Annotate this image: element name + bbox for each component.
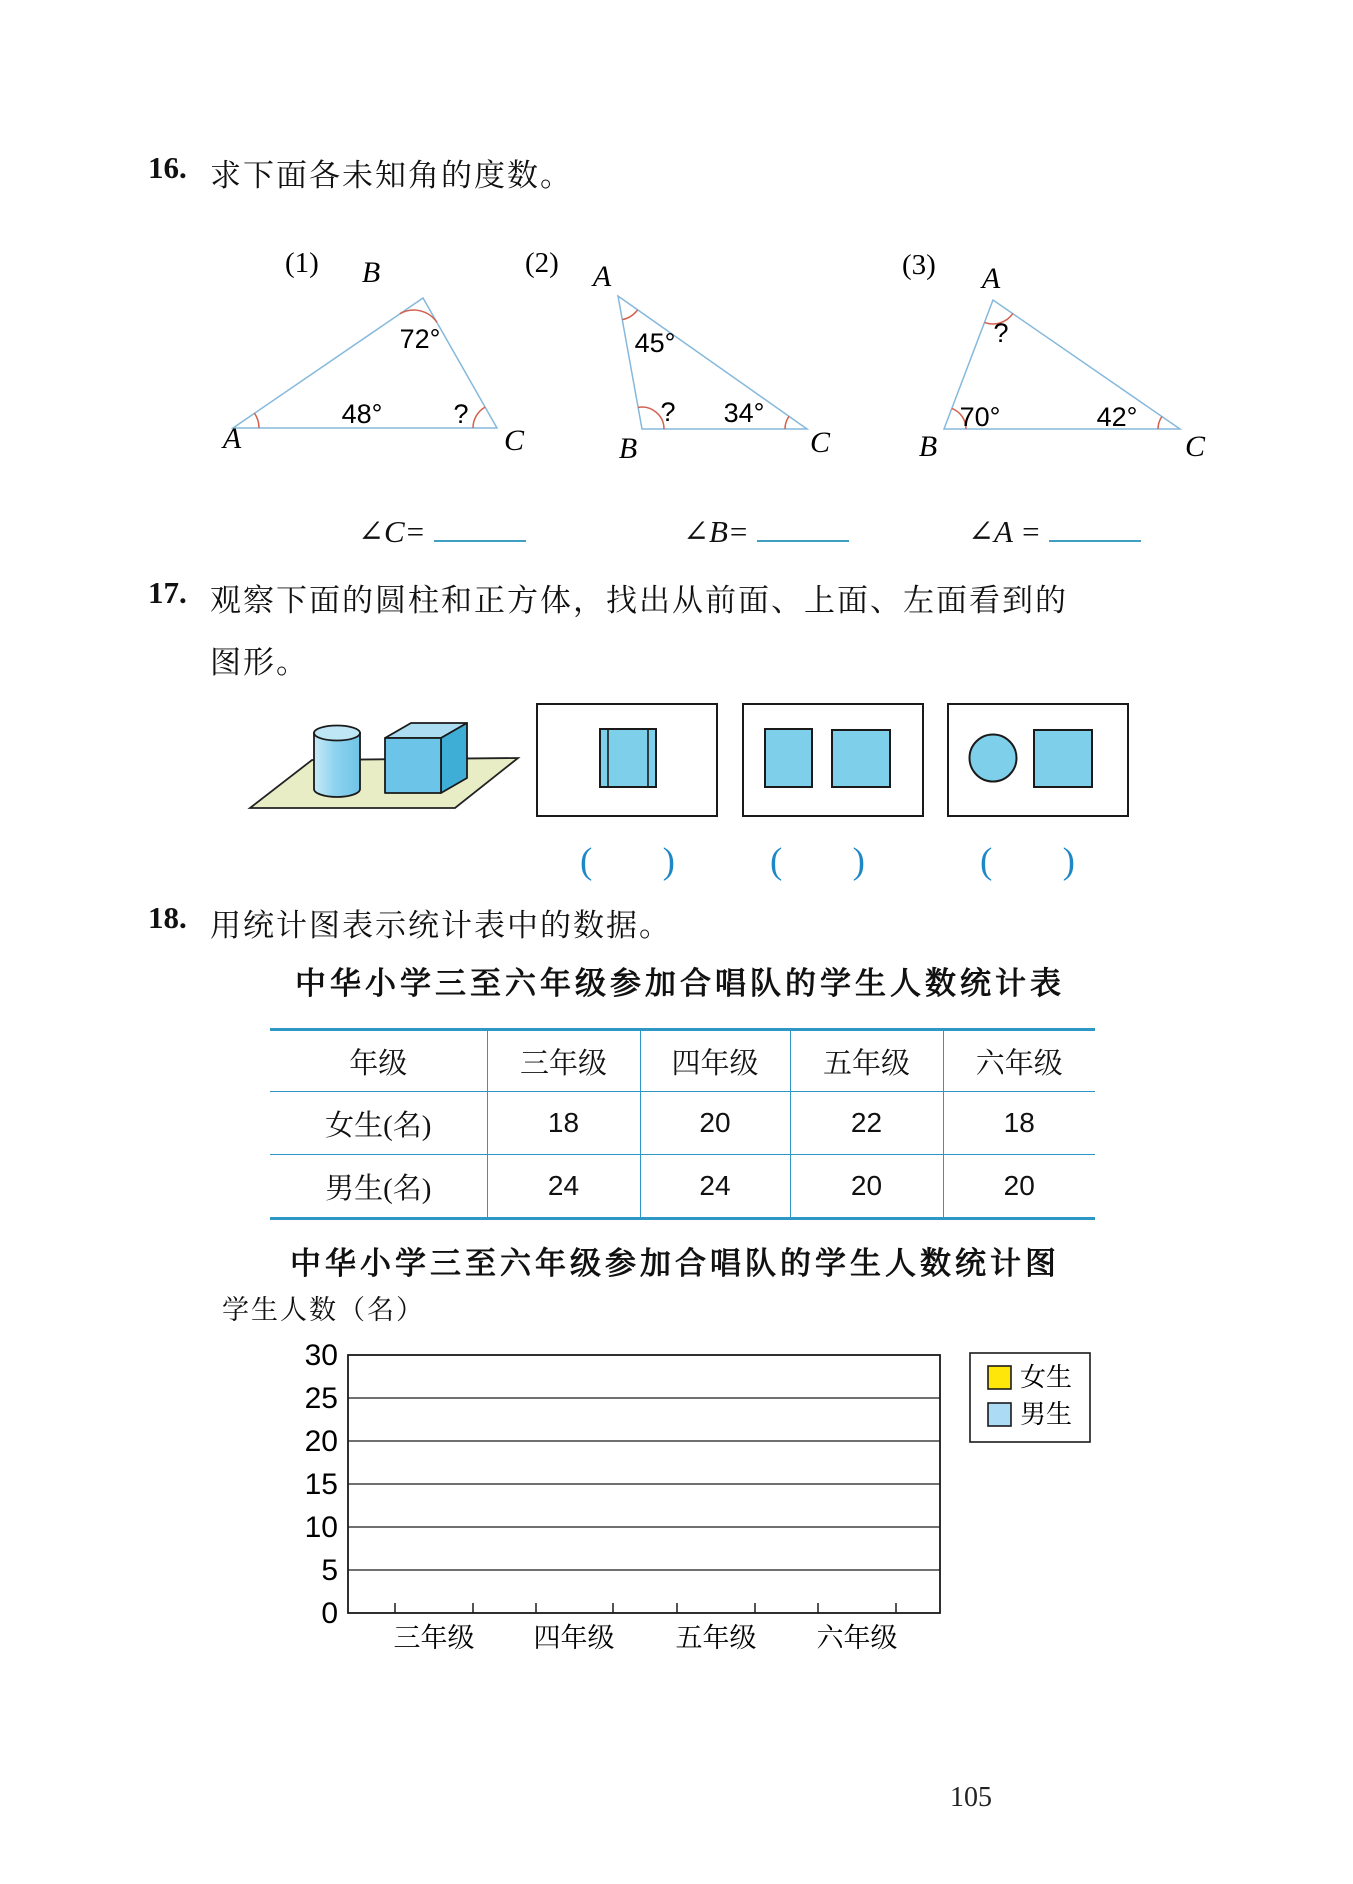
gridlines [348, 1398, 940, 1570]
x-axis-category-labels [394, 1623, 898, 1654]
solids-scene [240, 692, 540, 842]
diagram-tag: (1) [285, 247, 319, 279]
answer-blank-c [358, 510, 526, 550]
paren-open: ( [770, 841, 783, 882]
cube-front-face [385, 738, 441, 793]
answer-label: ∠C= [358, 514, 426, 549]
view-option-3 [947, 703, 1129, 817]
triangle-diagram-3 [740, 230, 1220, 475]
angle-arc-top [622, 310, 637, 320]
chart-title: 中华小学三至六年级参加合唱队的学生人数统计图 [290, 1246, 1060, 1282]
col-header-grade4: 四年级 [640, 1030, 790, 1092]
q17-text-line2: 图形。 [210, 645, 309, 680]
y-tick: 10 [304, 1511, 338, 1544]
answer-blank-b [683, 510, 849, 550]
fill-in-line [1049, 510, 1141, 542]
angle-value-left: 70° [959, 402, 1001, 432]
answer-label: ∠B= [683, 514, 749, 549]
table-row-girls [270, 1092, 1095, 1155]
answer-label: ∠A = [968, 514, 1042, 549]
y-tick: 25 [304, 1382, 338, 1415]
angle-value-right: 34° [723, 398, 765, 428]
col-header-grade: 年级 [270, 1030, 487, 1092]
cell-value: 24 [487, 1155, 640, 1219]
cell-value: 24 [640, 1155, 790, 1219]
legend-label-boys: 男生 [1020, 1400, 1073, 1430]
vertex-label-right: C [809, 426, 831, 459]
col-header-grade6: 六年级 [943, 1030, 1095, 1092]
cell-value: 18 [487, 1092, 640, 1155]
answer-parens-3 [980, 840, 1075, 883]
fill-in-line [757, 510, 849, 542]
answer-blank-a [968, 510, 1141, 550]
vertex-label-left: A [222, 422, 242, 455]
angle-value-right: 42° [1096, 402, 1138, 432]
choir-statistics-table [270, 1028, 1095, 1220]
angle-value-top: 72° [399, 324, 441, 354]
q16-text: 求下面各未知角的度数。 [210, 158, 573, 193]
paren-close: ) [852, 841, 865, 882]
vertex-label-right: C [1184, 430, 1206, 463]
y-tick: 15 [304, 1468, 338, 1501]
y-tick: 5 [321, 1554, 338, 1587]
vertex-label-top: B [361, 256, 381, 289]
q17-number: 17. [148, 575, 187, 610]
cell-value: 18 [943, 1092, 1095, 1155]
vertex-label-left: B [918, 430, 938, 463]
paren-close: ) [662, 841, 675, 882]
legend-swatch-girls [988, 1366, 1011, 1389]
square-right [832, 730, 890, 787]
angle-value-left: ? [660, 397, 676, 427]
page-number: 105 [950, 1782, 992, 1813]
chart-y-axis-label: 学生人数（名） [222, 1295, 425, 1326]
cell-value: 20 [943, 1155, 1095, 1219]
angle-arc-right [473, 407, 485, 428]
diagram-tag: (2) [525, 247, 559, 279]
diagram-tag: (3) [902, 249, 936, 281]
cell-value: 22 [790, 1092, 943, 1155]
q18-number: 18. [148, 900, 187, 935]
vertex-label-right: C [503, 424, 525, 457]
y-tick: 20 [304, 1425, 338, 1458]
row-label: 男生(名) [270, 1155, 487, 1219]
x-label-grade5: 五年级 [675, 1623, 757, 1654]
view-option-2-shapes [744, 705, 920, 814]
col-header-grade3: 三年级 [487, 1030, 640, 1092]
q17-text-line1: 观察下面的圆柱和正方体，找出从前面、上面、左面看到的 [210, 583, 1068, 618]
angle-value-right: ? [453, 399, 469, 429]
q18-text: 用统计图表示统计表中的数据。 [210, 908, 672, 943]
row-label: 女生(名) [270, 1092, 487, 1155]
vertex-label-top: A [981, 262, 1001, 295]
fill-in-line [434, 510, 526, 542]
cylinder-top [314, 726, 360, 741]
bar-chart-grid [240, 1335, 1120, 1680]
angle-value-top: ? [993, 318, 1009, 348]
cell-value: 20 [640, 1092, 790, 1155]
x-label-grade4: 四年级 [533, 1623, 615, 1654]
answer-parens-1 [580, 840, 675, 883]
paren-open: ( [980, 841, 993, 882]
x-label-grade3: 三年级 [393, 1623, 475, 1654]
view-option-3-shapes [949, 705, 1126, 814]
chart-legend [970, 1353, 1090, 1442]
legend-swatch-boys [988, 1403, 1011, 1426]
vertex-label-top: A [592, 260, 612, 293]
cell-value: 20 [790, 1155, 943, 1219]
answer-parens-2 [770, 840, 865, 883]
y-tick: 0 [321, 1597, 338, 1630]
vertex-label-left: B [618, 432, 638, 465]
angle-arc-left [255, 413, 260, 428]
square-view [1034, 730, 1092, 787]
paren-close: ) [1062, 841, 1075, 882]
paren-open: ( [580, 841, 593, 882]
y-axis-tick-labels [305, 1339, 338, 1630]
angle-value-left: 48° [341, 399, 383, 429]
view-option-1-shapes [538, 705, 715, 814]
table-row-boys [270, 1155, 1095, 1219]
view-option-2 [742, 703, 924, 817]
view-option-1 [536, 703, 718, 817]
circle-view [970, 735, 1017, 782]
table-header-row [270, 1030, 1095, 1092]
angle-value-top: 45° [634, 328, 676, 358]
angle-arc-right [1158, 417, 1162, 430]
x-label-grade6: 六年级 [816, 1623, 898, 1654]
square-left [765, 729, 812, 787]
table-title: 中华小学三至六年级参加合唱队的学生人数统计表 [295, 966, 1065, 1002]
q16-number: 16. [148, 150, 187, 185]
x-axis-ticks [395, 1603, 896, 1613]
cylinder-body [314, 733, 360, 797]
col-header-grade5: 五年级 [790, 1030, 943, 1092]
legend-label-girls: 女生 [1020, 1363, 1073, 1393]
table-plane [250, 758, 518, 808]
y-tick: 30 [304, 1339, 338, 1372]
